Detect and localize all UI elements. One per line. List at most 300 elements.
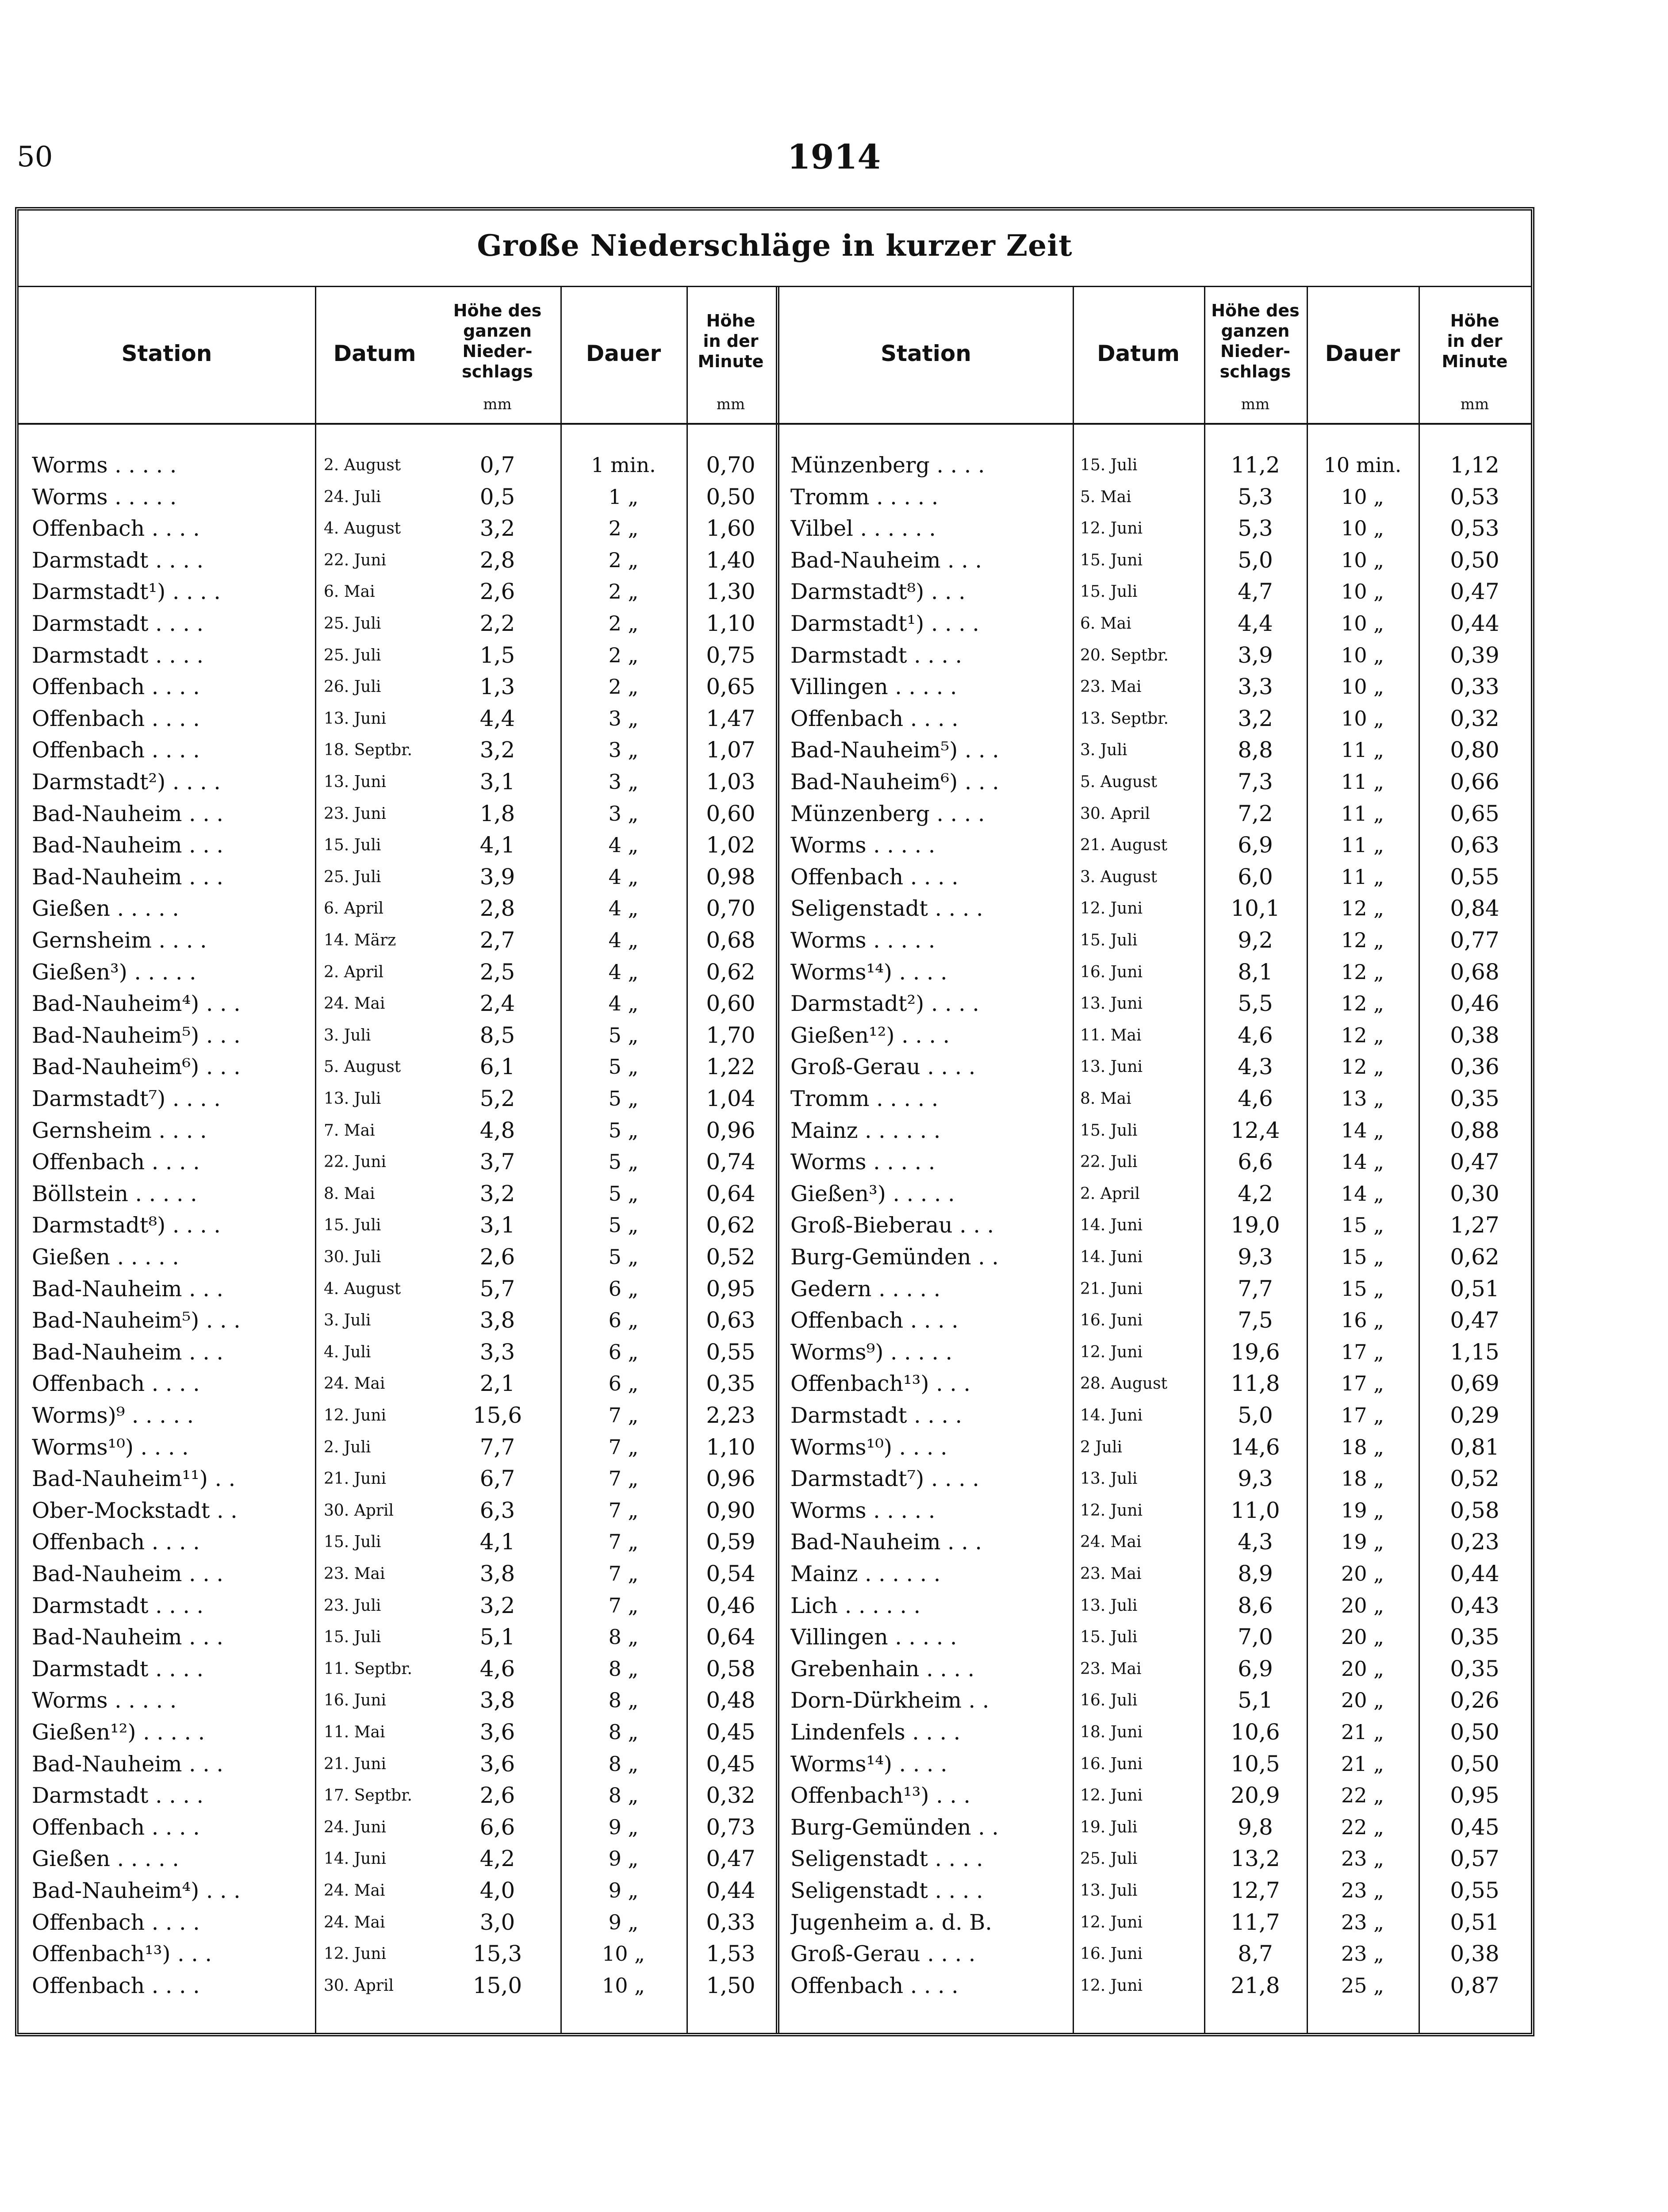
cell-per-min: 0,55 [706,1339,755,1365]
cell-station: Darmstadt . . . . [790,642,962,668]
cell-duration: 20 „ [1341,1656,1384,1681]
cell-duration: 2 „ [608,548,639,572]
cell-amount: 7,7 [479,1434,515,1460]
cell-duration: 17 „ [1341,1371,1384,1396]
header-station-left: Station [121,340,212,366]
cell-amount: 2,5 [479,959,515,985]
cell-station: Ober-Mockstadt . . [32,1498,238,1523]
cell-date: 7. Mai [324,1121,375,1140]
cell-date: 24. Mai [324,995,385,1013]
cell-per-min: 1,50 [706,1972,755,1998]
cell-duration: 12 „ [1341,896,1384,921]
table-row [19,640,1531,671]
cell-duration: 7 „ [608,1562,639,1586]
table-row [19,513,1531,544]
cell-per-min: 0,44 [706,1878,755,1903]
cell-date: 24. Mai [324,1375,385,1393]
cell-date: 22. Juli [1080,1153,1138,1171]
cell-per-min: 0,77 [1450,927,1499,953]
cell-station: Seligenstadt . . . . [790,896,983,922]
cell-amount: 2,2 [479,611,515,636]
cell-station: Gießen . . . . . [32,1244,179,1270]
cell-amount: 8,7 [1238,1941,1273,1967]
cell-date: 19. Juli [1080,1818,1138,1836]
cell-duration: 9 „ [608,1847,639,1871]
cell-per-min: 0,33 [1450,674,1499,700]
cell-station: Darmstadt . . . . [32,611,204,636]
cell-duration: 5 „ [608,1023,639,1047]
cell-amount: 0,7 [479,452,515,478]
cell-duration: 12 „ [1341,1023,1384,1047]
cell-duration: 11 „ [1341,738,1384,762]
table-row [19,1875,1531,1906]
cell-date: 14. März [324,931,396,949]
cell-date: 13. Juli [1080,1596,1138,1615]
cell-station: Dorn-Dürkheim . . [790,1688,989,1713]
cell-station: Burg-Gemünden . . [790,1244,999,1270]
cell-per-min: 0,70 [706,452,755,478]
cell-station: Offenbach . . . . [790,706,959,731]
cell-per-min: 0,90 [706,1497,755,1523]
cell-per-min: 0,47 [1450,1149,1499,1175]
cell-duration: 1 min. [591,453,656,477]
cell-station: Gedern . . . . . [790,1276,941,1302]
cell-station: Darmstadt²) . . . . [790,991,979,1017]
unit-mm-minute-left: mm [716,396,745,413]
cell-date: 11. Septbr. [324,1659,412,1678]
cell-per-min: 1,15 [1450,1339,1499,1365]
cell-amount: 4,4 [479,705,515,731]
cell-duration: 17 „ [1341,1340,1384,1364]
cell-duration: 4 „ [608,833,639,857]
cell-date: 11. Mai [324,1723,385,1741]
cell-date: 6. Mai [1080,614,1131,633]
cell-date: 30. April [1080,804,1150,823]
cell-date: 15. Juli [324,1628,381,1647]
cell-amount: 2,8 [479,895,515,922]
cell-duration: 20 „ [1341,1562,1384,1586]
cell-station: Villingen . . . . . [790,1624,957,1650]
cell-amount: 1,8 [479,800,515,826]
cell-date: 24. Mai [324,1882,385,1900]
cell-duration: 7 „ [608,1498,639,1522]
cell-per-min: 0,54 [706,1561,755,1586]
cell-station: Offenbach . . . . [790,1308,959,1333]
cell-station: Jugenheim a. d. B. [790,1909,992,1935]
cell-duration: 25 „ [1341,1973,1384,1997]
cell-duration: 10 „ [602,1942,645,1966]
title-rule [19,286,1531,287]
cell-station: Bad-Nauheim⁵) . . . [32,1022,241,1048]
cell-per-min: 0,26 [1450,1687,1499,1713]
cell-per-min: 1,70 [706,1022,755,1048]
cell-duration: 4 „ [608,864,639,889]
cell-per-min: 1,30 [706,579,755,605]
table-row [19,1843,1531,1874]
cell-per-min: 0,69 [1450,1371,1499,1397]
table-row [19,1273,1531,1305]
cell-station: Offenbach . . . . [32,1149,200,1175]
cell-per-min: 0,66 [1450,769,1499,795]
cell-amount: 2,6 [479,1782,515,1809]
cell-amount: 4,6 [1238,1022,1273,1048]
cell-date: 30. Juli [324,1248,381,1266]
cell-duration: 12 „ [1341,960,1384,984]
header-dauer-left: Dauer [586,340,661,366]
cell-duration: 5 „ [608,1181,639,1206]
cell-date: 23. Juli [324,1596,381,1615]
cell-date: 22. Juni [324,1153,387,1171]
cell-station: Gießen¹²) . . . . . [32,1720,205,1745]
cell-station: Worms⁹) . . . . . [790,1339,953,1365]
cell-amount: 2,6 [479,1244,515,1270]
table-row [19,1051,1531,1083]
cell-amount: 9,3 [1238,1244,1273,1270]
cell-duration: 10 „ [1341,516,1384,541]
cell-date: 4. August [324,519,401,538]
cell-per-min: 0,74 [706,1149,755,1175]
cell-station: Gießen¹²) . . . . [790,1022,950,1048]
cell-amount: 2,8 [479,547,515,573]
cell-station: Worms¹⁰) . . . . [790,1434,947,1460]
cell-date: 21. Juni [324,1470,387,1488]
table-row [19,1463,1531,1494]
cell-amount: 14,6 [1231,1434,1280,1460]
cell-duration: 14 „ [1341,1181,1384,1206]
table-row [19,1083,1531,1114]
cell-amount: 9,8 [1238,1814,1273,1840]
cell-amount: 3,8 [479,1687,515,1713]
cell-amount: 3,6 [479,1751,515,1777]
table-row [19,1970,1531,2001]
cell-amount: 10,1 [1231,895,1280,922]
cell-date: 13. Septbr. [1080,709,1169,728]
cell-duration: 19 „ [1341,1498,1384,1522]
cell-duration: 20 „ [1341,1593,1384,1617]
cell-station: Offenbach . . . . [32,1909,200,1935]
cell-per-min: 0,63 [706,1307,755,1333]
cell-date: 17. Septbr. [324,1786,412,1805]
cell-per-min: 0,81 [1450,1434,1499,1460]
cell-per-min: 0,65 [1450,800,1499,826]
cell-date: 25. Juli [324,646,381,664]
cell-station: Tromm . . . . . [790,484,939,510]
page-number: 50 [17,141,53,173]
cell-per-min: 0,96 [706,1117,755,1143]
cell-per-min: 0,50 [1450,1751,1499,1777]
table-row [19,1653,1531,1685]
cell-station: Groß-Gerau . . . . [790,1941,976,1967]
cell-station: Münzenberg . . . . [790,453,985,478]
cell-amount: 4,3 [1238,1529,1273,1555]
cell-date: 16. Juni [324,1691,387,1710]
cell-date: 11. Mai [1080,1026,1142,1045]
cell-per-min: 1,22 [706,1054,755,1080]
cell-station: Bad-Nauheim⁴) . . . [32,991,241,1017]
cell-per-min: 2,23 [706,1402,755,1428]
cell-duration: 23 „ [1341,1878,1384,1902]
cell-amount: 3,2 [1238,705,1273,731]
cell-station: Lindenfels . . . . [790,1720,961,1745]
cell-station: Darmstadt . . . . [790,1403,962,1428]
cell-per-min: 0,44 [1450,611,1499,636]
cell-station: Bad-Nauheim⁶) . . . [32,1054,241,1080]
cell-duration: 2 „ [608,516,639,541]
cell-amount: 8,9 [1238,1561,1273,1586]
cell-per-min: 0,35 [1450,1655,1499,1682]
table-row [19,893,1531,924]
cell-date: 15. Juli [324,836,381,855]
cell-date: 12. Juni [1080,1786,1143,1805]
cell-amount: 5,2 [479,1086,515,1111]
cell-duration: 11 „ [1341,864,1384,889]
cell-amount: 3,8 [479,1561,515,1586]
cell-station: Bad-Nauheim . . . [32,1751,223,1777]
cell-date: 23. Mai [1080,1565,1142,1583]
cell-date: 13. Juli [1080,1470,1138,1488]
page-year: 1914 [787,137,881,177]
cell-duration: 3 „ [608,801,639,826]
cell-date: 13. Juli [324,1090,381,1108]
table-row [19,861,1531,893]
cell-amount: 3,0 [479,1909,515,1935]
cell-station: Bad-Nauheim . . . [790,1529,982,1555]
cell-date: 2. April [324,963,384,981]
table-row [19,608,1531,639]
cell-date: 13. Juli [1080,1882,1138,1900]
cell-per-min: 1,40 [706,547,755,573]
cell-station: Tromm . . . . . [790,1086,939,1111]
cell-date: 21. Juni [1080,1279,1143,1298]
cell-duration: 5 „ [608,1150,639,1174]
cell-duration: 8 „ [608,1656,639,1681]
table-title: Große Niederschläge in kurzer Zeit [477,228,1073,263]
table-row [19,1526,1531,1558]
cell-duration: 6 „ [608,1276,639,1301]
cell-date: 5. Mai [1080,488,1131,506]
cell-per-min: 0,43 [1450,1592,1499,1618]
cell-duration: 12 „ [1341,1055,1384,1079]
table-row [19,1495,1531,1526]
cell-station: Seligenstadt . . . . [790,1878,983,1903]
table-row [19,1146,1531,1178]
table-row [19,576,1531,607]
cell-station: Offenbach . . . . [32,1814,200,1840]
cell-date: 4. August [324,1279,401,1298]
cell-per-min: 1,10 [706,1434,755,1460]
cell-amount: 2,7 [479,927,515,953]
cell-station: Seligenstadt . . . . [790,1846,983,1872]
cell-amount: 13,2 [1231,1846,1280,1872]
cell-station: Münzenberg . . . . [790,801,985,826]
table-row [19,766,1531,798]
cell-amount: 5,0 [1238,1402,1273,1428]
header-hoehe-left: Höhe des ganzen Nieder- schlags [453,301,542,381]
cell-duration: 23 „ [1341,1847,1384,1871]
cell-amount: 4,6 [479,1655,515,1682]
cell-station: Worms¹⁰) . . . . [32,1434,189,1460]
cell-date: 15. Juli [1080,583,1138,601]
cell-date: 16. Juni [1080,963,1143,981]
cell-station: Offenbach . . . . [32,1973,200,1998]
cell-station: Worms)⁹ . . . . . [32,1403,194,1428]
cell-duration: 12 „ [1341,991,1384,1016]
cell-date: 8. Mai [1080,1090,1131,1108]
cell-date: 12. Juni [1080,1976,1143,1995]
cell-date: 15. Juni [1080,551,1143,569]
cell-amount: 3,2 [479,737,515,763]
cell-amount: 20,9 [1231,1782,1280,1809]
cell-date: 2. August [324,456,401,474]
cell-station: Offenbach¹³) . . . [790,1371,970,1397]
cell-date: 14. Juni [1080,1406,1143,1425]
cell-duration: 9 „ [608,1910,639,1934]
table-row [19,1685,1531,1716]
cell-date: 15. Juli [324,1533,381,1551]
cell-date: 13. Juni [324,773,387,791]
cell-station: Darmstadt²) . . . . [32,769,221,795]
cell-amount: 11,2 [1231,452,1280,478]
cell-per-min: 0,63 [1450,832,1499,858]
cell-date: 15. Juli [1080,931,1138,949]
unit-mm-minute-right: mm [1460,396,1489,413]
cell-duration: 8 „ [608,1688,639,1713]
cell-per-min: 0,32 [1450,705,1499,731]
cell-per-min: 0,51 [1450,1909,1499,1935]
cell-duration: 9 „ [608,1878,639,1902]
cell-duration: 10 „ [1341,484,1384,509]
cell-duration: 22 „ [1341,1783,1384,1808]
cell-amount: 6,6 [479,1814,515,1840]
cell-amount: 1,5 [479,642,515,668]
cell-date: 3. August [1080,868,1158,886]
cell-station: Worms . . . . . [790,833,936,858]
cell-date: 18. Juni [1080,1723,1143,1741]
cell-station: Bad-Nauheim . . . [32,801,223,826]
cell-duration: 10 „ [1341,706,1384,730]
cell-amount: 5,5 [1238,991,1273,1017]
cell-duration: 23 „ [1341,1942,1384,1966]
cell-date: 15. Juli [1080,1121,1138,1140]
cell-duration: 4 „ [608,896,639,921]
header-hoehe-right: Höhe des ganzen Nieder- schlags [1211,301,1300,381]
cell-per-min: 1,02 [706,832,755,858]
cell-date: 12. Juni [324,1406,387,1425]
cell-per-min: 0,44 [1450,1561,1499,1586]
cell-amount: 8,8 [1238,737,1273,763]
cell-date: 24. Mai [324,1913,385,1932]
cell-station: Bad-Nauheim⁵) . . . [32,1308,241,1333]
cell-amount: 3,3 [1238,674,1273,700]
cell-amount: 7,2 [1238,800,1273,826]
cell-station: Darmstadt . . . . [32,547,204,573]
cell-station: Gießen³) . . . . . [32,959,196,985]
cell-date: 15. Juli [324,1216,381,1235]
cell-station: Burg-Gemünden . . [790,1814,999,1840]
table-row [19,956,1531,988]
cell-duration: 9 „ [608,1815,639,1839]
cell-duration: 11 „ [1341,801,1384,826]
cell-station: Darmstadt⁸) . . . [790,579,966,605]
cell-amount: 3,9 [1238,642,1273,668]
cell-duration: 5 „ [608,1245,639,1269]
cell-amount: 2,1 [479,1371,515,1397]
cell-duration: 15 „ [1341,1213,1384,1237]
cell-amount: 7,0 [1238,1624,1273,1650]
cell-date: 23. Mai [324,1565,385,1583]
cell-date: 15. Juli [1080,1628,1138,1647]
cell-date: 22. Juni [324,551,387,569]
cell-per-min: 0,48 [706,1687,755,1713]
cell-duration: 10 „ [1341,611,1384,635]
cell-duration: 8 „ [608,1720,639,1744]
cell-per-min: 0,98 [706,864,755,890]
cell-per-min: 0,30 [1450,1180,1499,1206]
cell-amount: 9,2 [1238,927,1273,953]
cell-date: 12. Juni [1080,1343,1143,1361]
cell-date: 25. Juli [324,868,381,886]
cell-per-min: 0,55 [1450,864,1499,890]
cell-duration: 6 „ [608,1340,639,1364]
cell-station: Bad-Nauheim . . . [32,864,223,890]
cell-amount: 3,7 [479,1149,515,1175]
cell-date: 6. April [324,899,384,918]
cell-duration: 7 „ [608,1530,639,1554]
table-row [19,1748,1531,1780]
cell-station: Darmstadt⁸) . . . . [32,1213,221,1238]
cell-duration: 14 „ [1341,1150,1384,1174]
cell-amount: 12,4 [1231,1117,1280,1143]
cell-station: Bad-Nauheim . . . [790,547,982,573]
cell-per-min: 0,38 [1450,1022,1499,1048]
cell-per-min: 0,84 [1450,895,1499,922]
cell-duration: 2 „ [608,611,639,635]
cell-duration: 19 „ [1341,1530,1384,1554]
cell-per-min: 0,64 [706,1624,755,1650]
cell-station: Offenbach¹³) . . . [32,1941,212,1967]
cell-date: 5. August [324,1058,401,1076]
cell-station: Groß-Gerau . . . . [790,1054,976,1080]
cell-station: Offenbach . . . . [32,1371,200,1397]
cell-station: Gernsheim . . . . [32,1118,207,1143]
cell-amount: 4,2 [479,1846,515,1872]
cell-duration: 7 „ [608,1593,639,1617]
cell-date: 13. Juni [1080,995,1143,1013]
cell-amount: 3,1 [479,769,515,795]
cell-date: 12. Juni [1080,519,1143,538]
cell-per-min: 0,50 [1450,1719,1499,1745]
table-row [19,1812,1531,1843]
cell-duration: 15 „ [1341,1276,1384,1301]
cell-station: Bad-Nauheim⁴) . . . [32,1878,241,1903]
cell-station: Grebenhain . . . . [790,1656,975,1682]
cell-per-min: 0,35 [706,1371,755,1397]
cell-station: Worms . . . . . [32,1688,177,1713]
cell-station: Worms¹⁴) . . . . [790,959,947,985]
cell-amount: 4,2 [1238,1180,1273,1206]
table-row [19,703,1531,734]
cell-duration: 6 „ [608,1371,639,1396]
table-row [19,1241,1531,1273]
cell-duration: 4 „ [608,928,639,952]
cell-amount: 15,6 [472,1402,522,1428]
cell-station: Bad-Nauheim . . . [32,1624,223,1650]
cell-per-min: 1,12 [1450,452,1499,478]
table-row [19,1336,1531,1368]
precipitation-table [15,207,1534,2036]
cell-station: Böllstein . . . . . [32,1181,197,1206]
cell-station: Bad-Nauheim . . . [32,1276,223,1302]
